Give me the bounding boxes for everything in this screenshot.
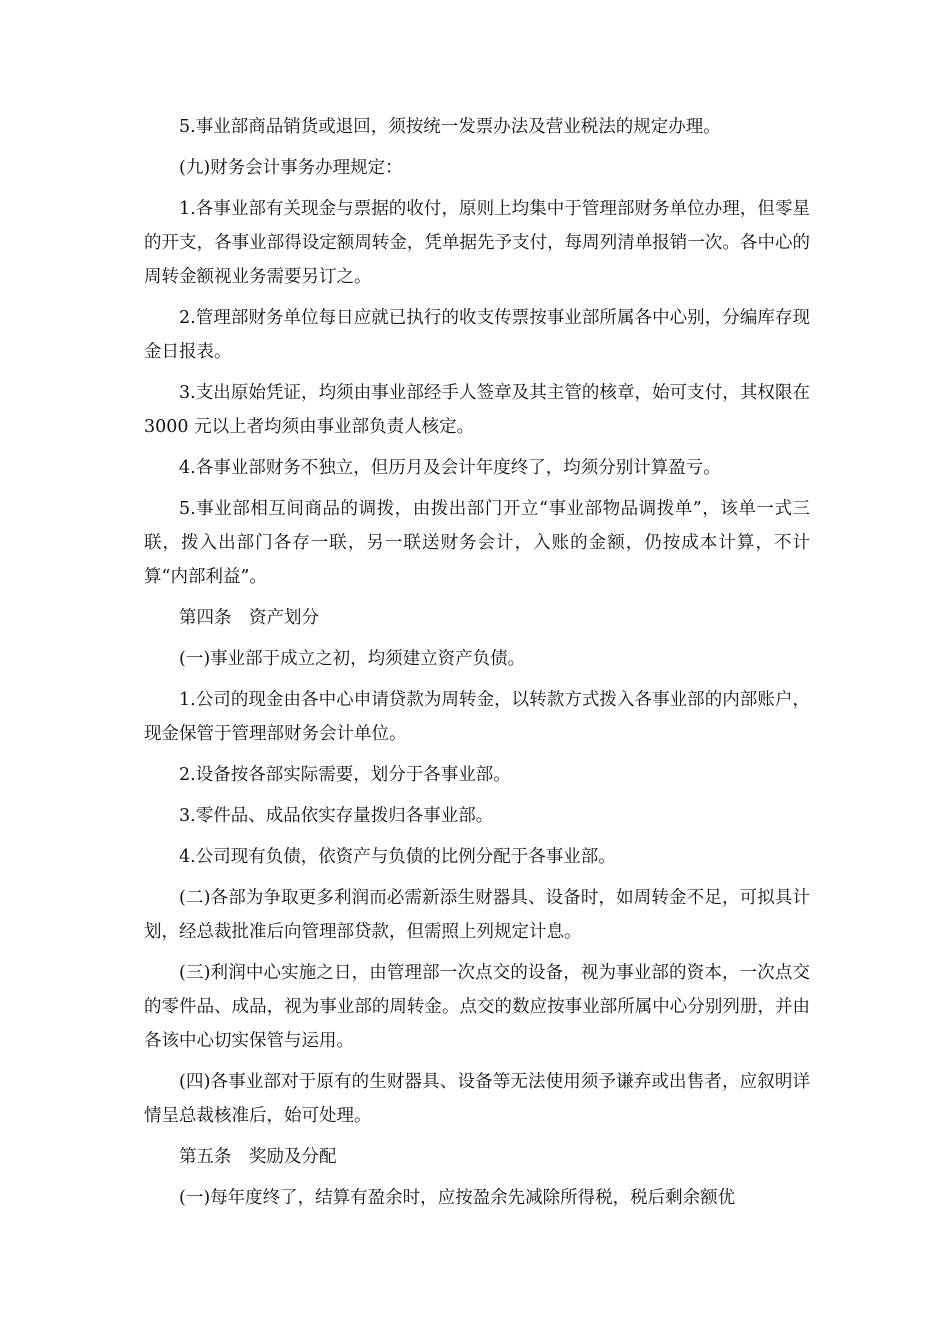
- paragraph-profit-center: (三)利润中心实施之日，由管理部一次点交的设备，视为事业部的资本，一次点交的零件品、成品，视为事业部的周转金。点交的数应按事业部所属中心分别列册，并由各该中心切实保管与运用。: [144, 963, 810, 1051]
- paragraph-sales-returns: 5.事业部商品销货或退回，须按统一发票办法及营业税法的规定办理。: [179, 117, 721, 137]
- paragraph-equipment: 2.设备按各部实际需要，划分于各事业部。: [179, 765, 511, 785]
- paragraph-asset-liability-setup: (一)事业部于成立之初，均须建立资产负债。: [179, 649, 526, 669]
- paragraph-liabilities: 4.公司现有负债，依资产与负债的比例分配于各事业部。: [179, 847, 616, 867]
- paragraph-disposal: (四)各事业部对于原有的生财器具、设备等无法使用须予谦弃或出售者，应叙明详情呈总裁核准后，始可处理。: [144, 1072, 810, 1126]
- article-four-heading: 第四条 资产划分: [179, 608, 319, 628]
- heading-accounting-rules: (九)财务会计事务办理规定：: [179, 158, 403, 178]
- paragraph-parts-products: 3.零件品、成品依实存量拨归各事业部。: [179, 806, 494, 826]
- paragraph-goods-transfer: 5.事业部相互间商品的调拨，由拨出部门开立“事业部物品调拨单”，该单一式三联，拨入出部门各存一联，另一联送财务会计，入账的金额，仍按成本计算，不计算“内部利益”。: [144, 499, 810, 587]
- paragraph-profit-loss: 4.各事业部财务不独立，但历月及会计年度终了，均须分别计算盈亏。: [179, 458, 721, 478]
- document-body: [144, 110, 810, 1222]
- paragraph-year-end-surplus: (一)每年度终了，结算有盈余时，应按盈余先减除所得税，税后剩余额优: [179, 1188, 736, 1208]
- paragraph-new-equipment: (二)各部为争取更多利润而必需新添生财器具、设备时，如周转金不足，可拟具计划，经总裁批准后向管理部贷款，但需照上列规定计息。: [144, 888, 810, 942]
- paragraph-cash-loans: 1.公司的现金由各中心申请贷款为周转金，以转款方式拨入各事业部的内部账户，现金保管于管理部财务会计单位。: [144, 690, 810, 744]
- paragraph-expense-vouchers: 3.支出原始凭证，均须由事业部经手人签章及其主管的核章，始可支付，其权限在 3000 元以上者均须由事业部负责人核定。: [144, 383, 810, 437]
- article-five-heading: 第五条 奖励及分配: [179, 1147, 337, 1167]
- paragraph-cash-receipts: 1.各事业部有关现金与票据的收付，原则上均集中于管理部财务单位办理，但零星的开支，各事业部得设定额周转金，凭单据先予支付，每周列清单报销一次。各中心的周转金额视业务需要另订之。: [144, 199, 810, 287]
- paragraph-daily-report: 2.管理部财务单位每日应就已执行的收支传票按事业部所属各中心别，分编库存现金日报表。: [144, 308, 810, 362]
